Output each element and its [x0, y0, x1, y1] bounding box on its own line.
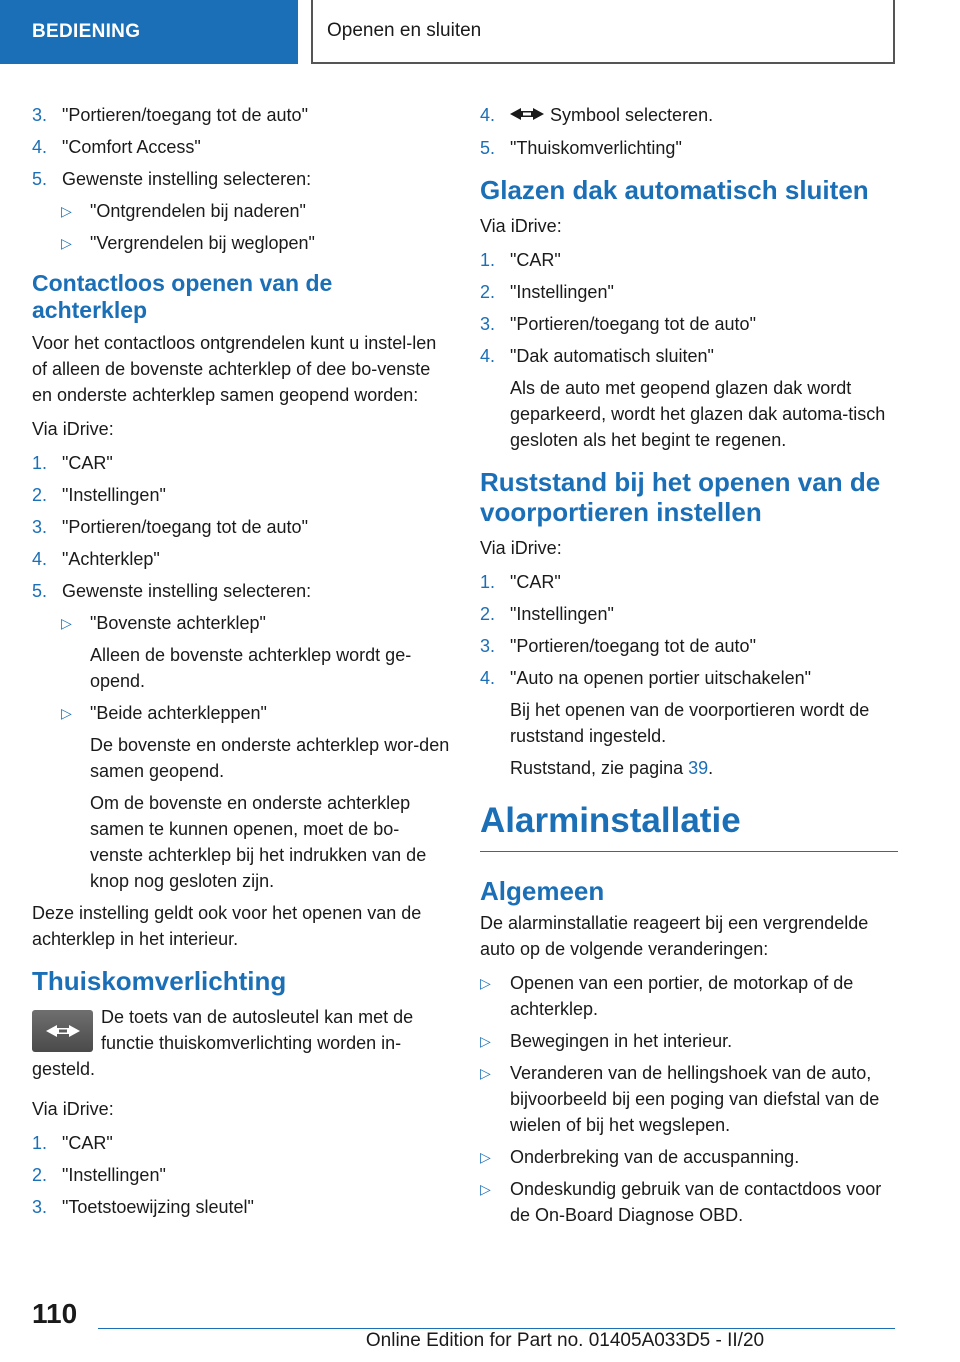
list-item — [480, 569, 898, 595]
triangle-right-icon: ▷ — [480, 1149, 491, 1166]
via-idrive-label: Via iDrive: — [32, 419, 114, 439]
paragraph-with-key-image — [32, 1004, 450, 1082]
step-number: 4. — [32, 549, 48, 569]
sub-item-text: "Ontgrendelen bij naderen" — [90, 201, 306, 221]
triangle-right-icon: ▷ — [480, 1033, 491, 1050]
reference-text: Ruststand, zie pagina — [510, 758, 689, 779]
list-item — [480, 601, 898, 627]
sub-item — [32, 230, 450, 256]
step-number: 2. — [32, 1165, 48, 1185]
step-number: 4. — [32, 137, 48, 157]
list-item — [32, 1194, 450, 1220]
triangle-right-icon: ▷ — [480, 1181, 491, 1198]
via-idrive-label: Via iDrive: — [480, 538, 562, 559]
step-number: 3. — [480, 636, 496, 657]
step-number: 1. — [32, 453, 48, 473]
reference-end: . — [708, 758, 714, 779]
list-item — [32, 102, 450, 128]
step-text: "Instellingen" — [510, 604, 614, 625]
chapter-label: BEDIENING — [32, 21, 141, 42]
step-number: 3. — [480, 314, 496, 335]
step-number: 2. — [480, 282, 496, 303]
step-number: 3. — [32, 105, 48, 125]
bullet-item — [480, 970, 898, 1022]
edition-note: Online Edition for Part no. 01405A033D5 - II/20 — [365, 1330, 765, 1351]
step-number: 2. — [32, 485, 48, 505]
list-item — [480, 665, 898, 691]
step-number: 5. — [32, 169, 48, 189]
step-text: "Portieren/toegang tot de auto" — [510, 636, 756, 657]
step-number: 4. — [480, 668, 496, 689]
bullet-item — [480, 1060, 898, 1138]
home-light-symbol-icon — [510, 103, 544, 129]
list-item — [32, 578, 450, 604]
heading-home-lighting: Thuiskomverlichting — [32, 966, 287, 996]
step-text: "Auto na openen portier uitschakelen" — [510, 668, 811, 689]
step-text: "Portieren/toegang tot de auto" — [62, 517, 308, 537]
step-number: 3. — [32, 1197, 48, 1217]
list-item — [480, 343, 898, 369]
heading-glass-roof: Glazen dak automatisch sluiten — [480, 175, 869, 206]
section-title — [311, 0, 895, 64]
footer-divider — [98, 1328, 895, 1329]
sub-item — [32, 700, 450, 726]
step-description: Als de auto met geopend glazen dak wordt geparkeerd, wordt het glazen dak automa-tisch gesloten als het begint te regenen. — [510, 378, 886, 451]
step-text: "Instellingen" — [62, 1165, 166, 1185]
chapter-tab — [0, 0, 298, 64]
bullet-text: Openen van een portier, de motorkap of de achterklep. — [510, 973, 854, 1020]
paragraph: De alarminstallatie reageert bij een vergrendelde auto op de volgende veranderingen: — [480, 913, 869, 960]
triangle-right-icon: ▷ — [61, 705, 72, 721]
list-item — [480, 311, 898, 337]
sub-item — [32, 610, 450, 636]
triangle-right-icon: ▷ — [61, 615, 72, 631]
step-text: "Dak automatisch sluiten" — [510, 346, 714, 367]
paragraph-text: De toets van de autosleutel kan met de functie thuiskomverlichting worden in-gesteld. — [32, 1007, 414, 1079]
step-text: "Instellingen" — [510, 282, 614, 303]
heading-contactless-tailgate: Contactloos openen van de achterklep — [32, 270, 333, 323]
step-text: "CAR" — [62, 453, 113, 473]
step-number: 5. — [480, 138, 496, 159]
list-item — [32, 134, 450, 160]
step-number: 4. — [480, 105, 496, 125]
triangle-right-icon: ▷ — [480, 975, 491, 992]
list-item — [480, 135, 898, 161]
step-text: "Portieren/toegang tot de auto" — [62, 105, 308, 125]
paragraph: Voor het contactloos ontgrendelen kunt u instel-len of alleen de bovenste achterklep of dee bo-venste en onderste achterklep samen geopend worden: — [32, 333, 437, 405]
step-number: 1. — [480, 250, 496, 271]
home-light-symbol-icon — [46, 1023, 80, 1039]
bullet-text: Bewegingen in het interieur. — [510, 1031, 733, 1052]
step-text: Gewenste instelling selecteren: — [62, 169, 312, 189]
page-reference — [480, 755, 898, 781]
list-item — [32, 1162, 450, 1188]
step-number: 5. — [32, 581, 48, 601]
step-text: "Thuiskomverlichting" — [510, 138, 682, 159]
step-text: "CAR" — [62, 1133, 113, 1153]
step-text: "Portieren/toegang tot de auto" — [510, 314, 756, 335]
heading-standby: Ruststand bij het openen van de voorportieren instellen — [480, 467, 881, 528]
triangle-right-icon: ▷ — [61, 203, 72, 219]
bullet-item — [480, 1144, 898, 1170]
sub-item-text: "Bovenste achterklep" — [90, 613, 266, 633]
page-link[interactable]: 39 — [688, 758, 709, 779]
bullet-text: Ondeskundig gebruik van de contactdoos voor de On-Board Diagnose OBD. — [510, 1179, 882, 1226]
step-number: 4. — [480, 346, 496, 367]
via-idrive-label: Via iDrive: — [32, 1099, 114, 1119]
step-text: "Comfort Access" — [62, 137, 201, 157]
step-text: "CAR" — [510, 250, 561, 271]
list-item — [32, 514, 450, 540]
triangle-right-icon: ▷ — [480, 1065, 491, 1082]
paragraph: Deze instelling geldt ook voor het openen van de achterklep in het interieur. — [32, 903, 422, 949]
bullet-item — [480, 1028, 898, 1054]
sub-item — [32, 198, 450, 224]
step-text: Gewenste instelling selecteren: — [62, 581, 312, 601]
right-column — [480, 102, 898, 1234]
step-text: "CAR" — [510, 572, 561, 593]
list-item — [480, 633, 898, 659]
list-item — [32, 546, 450, 572]
list-item — [32, 1130, 450, 1156]
via-idrive-label: Via iDrive: — [480, 216, 562, 237]
sub-item-description: De bovenste en onderste achterklep wor-den samen geopend. — [90, 735, 450, 781]
list-item — [480, 102, 898, 129]
section-label: Openen en sluiten — [327, 20, 482, 41]
step-text: Symbool selecteren. — [550, 105, 714, 125]
list-item — [32, 166, 450, 192]
bullet-text: Onderbreking van de accuspanning. — [510, 1147, 800, 1168]
page-number: 110 — [32, 1298, 78, 1329]
list-item — [480, 279, 898, 305]
heading-alarm-system: Alarminstallatie — [480, 801, 898, 852]
step-number: 1. — [32, 1133, 48, 1153]
sub-item-description: Alleen de bovenste achterklep wordt ge-opend. — [90, 645, 412, 691]
list-item — [32, 482, 450, 508]
heading-general: Algemeen — [480, 876, 605, 907]
triangle-right-icon: ▷ — [61, 235, 72, 251]
step-text: "Instellingen" — [62, 485, 166, 505]
step-text: "Achterklep" — [62, 549, 160, 569]
list-item — [480, 247, 898, 273]
sub-item-description: Om de bovenste en onderste achterklep samen te kunnen openen, moet de bo-venste achterklep bij het indrukken van de knop nog gesloten zijn. — [90, 793, 427, 891]
list-item — [32, 450, 450, 476]
step-text: "Toetstoewijzing sleutel" — [62, 1197, 254, 1217]
step-number: 1. — [480, 572, 496, 593]
step-number: 3. — [32, 517, 48, 537]
sub-item-text: "Vergrendelen bij weglopen" — [90, 233, 315, 253]
bullet-text: Veranderen van de hellingshoek van de auto, bijvoorbeeld bij een poging van diefstal van de wielen of bij het wegslepen. — [510, 1063, 880, 1136]
home-light-button-image — [32, 1010, 93, 1052]
sub-item-text: "Beide achterkleppen" — [90, 703, 267, 723]
step-description: Bij het openen van de voorportieren wordt de ruststand ingesteld. — [510, 700, 870, 747]
bullet-item — [480, 1176, 898, 1228]
left-column — [32, 102, 450, 1226]
step-number: 2. — [480, 604, 496, 625]
